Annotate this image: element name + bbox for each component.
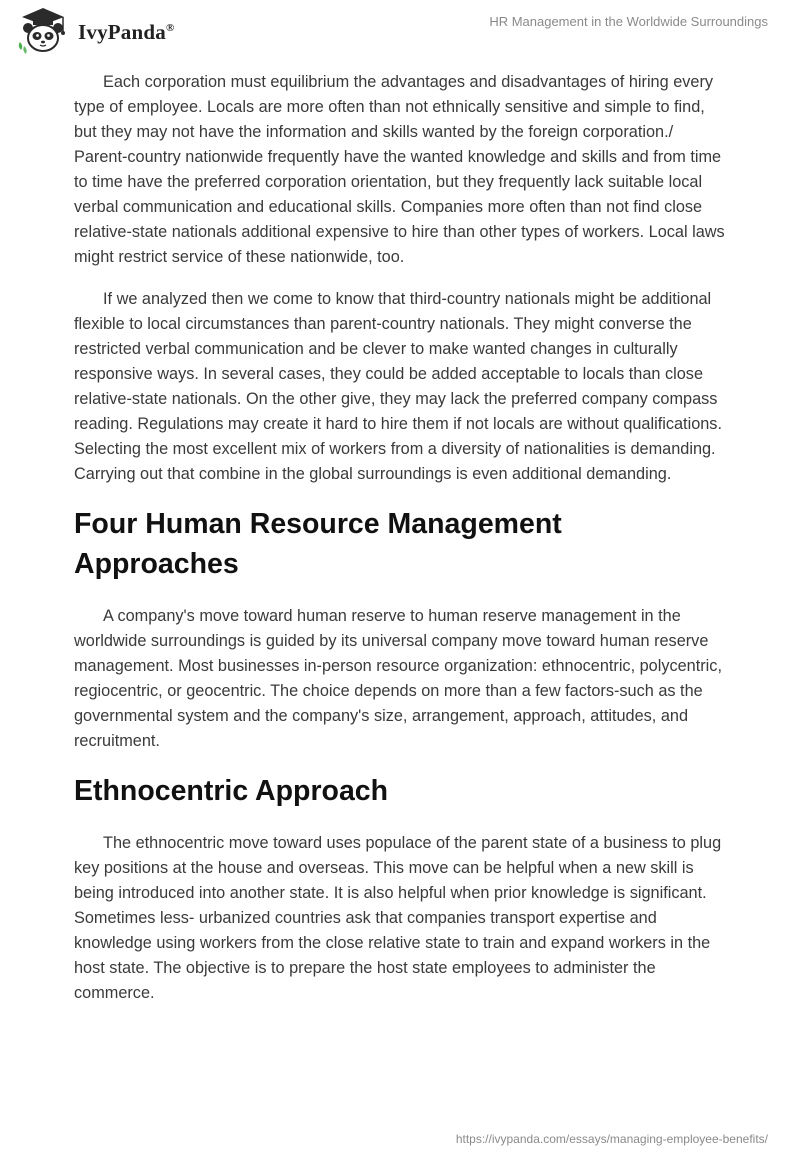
registered-mark: ®: [165, 21, 175, 34]
heading-hr-approaches: Four Human Resource Management Approaches: [74, 508, 562, 580]
ivypanda-logo[interactable]: [14, 6, 174, 58]
paragraph-1: Each corporation must equilibrium the advantages and disadvantages of hiring every type of employee. Locals are more often than not ethnically sensitive and simple to find, but they may not have the information and skills wanted by the foreign corporation./ Parent-country nationwide frequently have the wanted knowledge and skills and from time to time have the preferred corporation orientation, but they frequently lack suitable local verbal communication and educational skills. Companies more often than not find close relative-state nationals additional expensive to hire than other types of workers. Local laws might restrict service of these nationwide, too.: [74, 73, 725, 266]
essay-content: [74, 70, 726, 1023]
heading-ethnocentric: Ethnocentric Approach: [74, 775, 389, 807]
page-header: [0, 0, 800, 70]
paragraph-4: The ethnocentric move toward uses populace of the parent state of a business to plug key positions at the house and overseas. This move can be helpful when a new skill is being introduced into another state. It is also helpful when prior knowledge is significant. Sometimes less- urbanized countries ask that companies transport expertise and knowledge using workers from the close relative state to train and expand workers in the host state. The objective is to prepare the host state employees to administer the commerce.: [74, 834, 722, 1002]
paragraph-2: If we analyzed then we come to know that third-country nationals might be additional flexible to local circumstances than parent-country nationals. They might converse the restricted verbal communication and be clever to make wanted changes in culturally responsive ways. In several cases, they could be added acceptable to locals than close relative-state nationals. On the other give, they may lack the preferred company compass reading. Regulations may create it hard to hire them if not locals are without qualifications. Selecting the most excellent mix of workers from a diversity of nationalities is demanding. Carrying out that combine in the global surroundings is even additional demanding.: [74, 290, 722, 483]
panda-graduate-icon: [14, 6, 72, 58]
brand-name: IvyPanda®: [78, 19, 175, 44]
document-title: HR Management in the Worldwide Surroundings: [489, 14, 768, 29]
source-url[interactable]: https://ivypanda.com/essays/managing-employee-benefits/: [455, 1132, 768, 1146]
paragraph-3: A company's move toward human reserve to human reserve management in the worldwide surroundings is guided by its universal company move toward human reserve management. Most businesses in-person resource organization: ethnocentric, polycentric, regiocentric, or geocentric. The choice depends on more than a few factors-such as the governmental system and the company's size, arrangement, approach, attitudes, and recruitment.: [74, 607, 722, 750]
